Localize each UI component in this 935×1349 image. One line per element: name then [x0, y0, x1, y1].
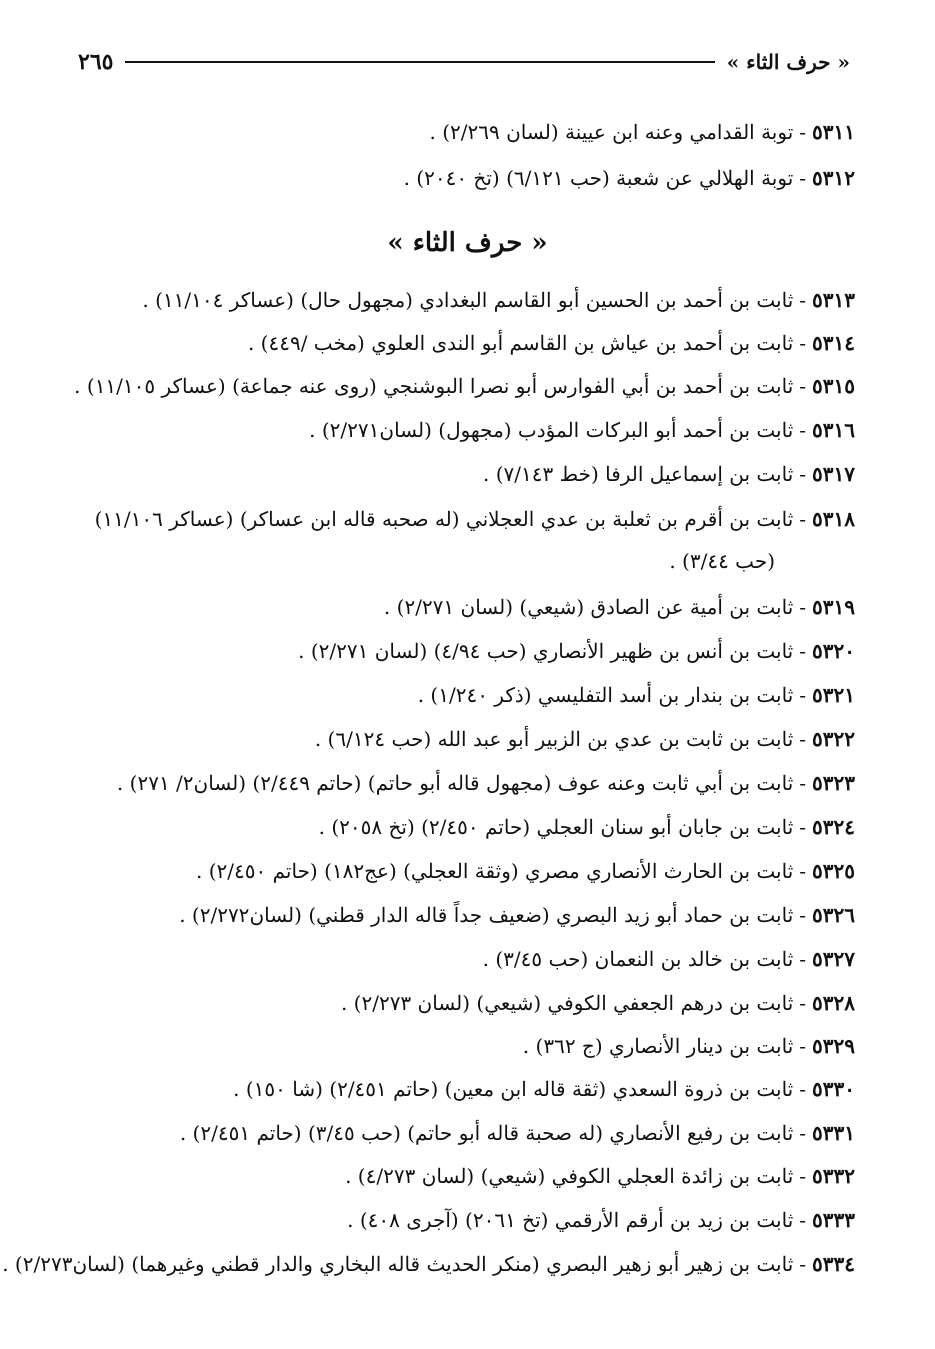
section-heading: « حرف الثاء » — [387, 228, 548, 258]
entry-text: ثابت بن زائدة العجلي الكوفي (شيعي) (لسان ٤/٢٧٣) . — [345, 1164, 794, 1188]
entry-number: ٥٣٢٢ — [812, 727, 855, 751]
entry-text: ثابت بن بندار بن أسد التفليسي (ذكر ١/٢٤٠) . — [417, 683, 794, 707]
entry-number: ٥٣٢٨ — [812, 991, 855, 1015]
entry-number: ٥٣٣٠ — [812, 1077, 855, 1101]
entry-number: ٥٣٢٠ — [812, 639, 855, 663]
entry-5323: ٥٣٢٣-ثابت بن أبي ثابت وعنه عوف (مجهول قاله أبو حاتم) (حاتم ٢/٤٤٩) (لسان٢/ ٢٧١) . — [116, 771, 855, 795]
entry-5319: ٥٣١٩-ثابت بن أمية عن الصادق (شيعي) (لسان ٢/٢٧١) . — [383, 595, 855, 619]
entry-5331: ٥٣٣١-ثابت بن رفيع الأنصاري (له صحبة قاله أبو حاتم) (حب ٣/٤٥) (حاتم ٢/٤٥١) . — [179, 1121, 855, 1145]
entry-text: ثابت بن ثابت بن عدي بن الزبير أبو عبد الله (حب ٦/١٢٤) . — [314, 727, 794, 751]
entry-5317: ٥٣١٧-ثابت بن إسماعيل الرفا (خط ٧/١٤٣) . — [482, 462, 855, 486]
entry-5327: ٥٣٢٧-ثابت بن خالد بن النعمان (حب ٣/٤٥) . — [482, 947, 855, 971]
entry-number: ٥٣١٨ — [812, 507, 855, 531]
entry-text: ثابت بن أحمد بن أبي الفوارس أبو نصرا البوشنجي (روى عنه جماعة) (عساكر ١١/١٠٥) . — [74, 374, 794, 398]
entry-number: ٥٣٢١ — [812, 683, 855, 707]
entry-5320: ٥٣٢٠-ثابت بن أنس بن ظهير الأنصاري (حب ٤/٩٤) (لسان ٢/٢٧١) . — [298, 639, 855, 663]
entry-5313: ٥٣١٣-ثابت بن أحمد بن الحسين أبو القاسم البغدادي (مجهول حال) (عساكر ١١/١٠٤) . — [142, 288, 855, 312]
entry-text: ثابت بن أحمد بن عياش بن القاسم أبو الندى العلوي (مخب /٤٤٩) . — [247, 331, 794, 355]
header-rule — [125, 61, 714, 63]
entry-number: ٥٣١٣ — [812, 288, 855, 312]
entry-number: ٥٣٢٣ — [812, 771, 855, 795]
entry-continuation: (حب ٣/٤٤) . — [669, 549, 775, 573]
entry-text: ثابت بن أحمد أبو البركات المؤدب (مجهول) (لسان٢/٢٧١) . — [309, 418, 794, 442]
entry-number: ٥٣٣٤ — [812, 1252, 855, 1276]
running-title: « حرف الثاء » — [726, 50, 850, 74]
entry-5321: ٥٣٢١-ثابت بن بندار بن أسد التفليسي (ذكر ١/٢٤٠) . — [417, 683, 855, 707]
entry-text: ثابت بن أمية عن الصادق (شيعي) (لسان ٢/٢٧١) . — [383, 595, 794, 619]
entry-number: ٥٣١٢ — [812, 166, 855, 190]
entry-5326: ٥٣٢٦-ثابت بن حماد أبو زيد البصري (ضعيف جداً قاله الدار قطني) (لسان٢/٢٧٢) . — [179, 903, 855, 927]
entry-number: ٥٣١٥ — [812, 374, 855, 398]
entry-text: ثابت بن أقرم بن ثعلبة بن عدي العجلاني (له صحبه قاله ابن عساكر) (عساكر ١١/١٠٦) — [94, 507, 794, 531]
entry-number: ٥٣٢٩ — [812, 1034, 855, 1058]
entry-number: ٥٣١٧ — [812, 462, 855, 486]
entry-text: ثابت بن أبي ثابت وعنه عوف (مجهول قاله أبو حاتم) (حاتم ٢/٤٤٩) (لسان٢/ ٢٧١) . — [116, 771, 794, 795]
entry-text: ثابت بن خالد بن النعمان (حب ٣/٤٥) . — [482, 947, 794, 971]
entry-text: ثابت بن حماد أبو زيد البصري (ضعيف جداً قاله الدار قطني) (لسان٢/٢٧٢) . — [179, 903, 794, 927]
entry-number: ٥٣٣٢ — [812, 1164, 855, 1188]
entry-5314: ٥٣١٤-ثابت بن أحمد بن عياش بن القاسم أبو الندى العلوي (مخب /٤٤٩) . — [247, 331, 855, 355]
entry-text: ثابت بن أحمد بن الحسين أبو القاسم البغدادي (مجهول حال) (عساكر ١١/١٠٤) . — [142, 288, 794, 312]
entry-number: ٥٣١١ — [812, 120, 855, 144]
entry-text: ثابت بن ذروة السعدي (ثقة قاله ابن معين) (حاتم ٢/٤٥١) (شا ١٥٠) . — [233, 1077, 794, 1101]
entry-text: ثابت بن الحارث الأنصاري مصري (وثقة العجلي) (عج١٨٢) (حاتم ٢/٤٥٠) . — [195, 859, 794, 883]
entry-5311: ٥٣١١-توبة القدامي وعنه ابن عيينة (لسان ٢/٢٦٩) . — [429, 120, 855, 144]
entry-text: ثابت بن أنس بن ظهير الأنصاري (حب ٤/٩٤) (لسان ٢/٢٧١) . — [298, 639, 794, 663]
entry-5315: ٥٣١٥-ثابت بن أحمد بن أبي الفوارس أبو نصرا البوشنجي (روى عنه جماعة) (عساكر ١١/١٠٥) . — [74, 374, 855, 398]
entry-text: ثابت بن إسماعيل الرفا (خط ٧/١٤٣) . — [482, 462, 794, 486]
page-number: ٢٦٥ — [78, 49, 114, 75]
entry-5318: ٥٣١٨-ثابت بن أقرم بن ثعلبة بن عدي العجلاني (له صحبه قاله ابن عساكر) (عساكر ١١/١٠٦) (حب ٣/٤٤) . — [94, 507, 855, 573]
running-header — [78, 44, 850, 80]
entry-text: توبة الهلالي عن شعبة (حب ٦/١٢١) (تخ ٢٠٤٠) . — [403, 166, 794, 190]
entry-text: ثابت بن دينار الأنصاري (ج ٣٦٢) . — [522, 1034, 794, 1058]
entry-5312: ٥٣١٢-توبة الهلالي عن شعبة (حب ٦/١٢١) (تخ ٢٠٤٠) . — [403, 166, 855, 190]
entry-text: ثابت بن رفيع الأنصاري (له صحبة قاله أبو حاتم) (حب ٣/٤٥) (حاتم ٢/٤٥١) . — [179, 1121, 794, 1145]
entry-number: ٥٣٢٧ — [812, 947, 855, 971]
entry-5332: ٥٣٣٢-ثابت بن زائدة العجلي الكوفي (شيعي) (لسان ٤/٢٧٣) . — [345, 1164, 855, 1188]
entry-5333: ٥٣٣٣-ثابت بن زيد بن أرقم الأرقمي (تخ ٢٠٦١) (آجرى ٤٠٨) . — [347, 1208, 855, 1232]
entry-5325: ٥٣٢٥-ثابت بن الحارث الأنصاري مصري (وثقة العجلي) (عج١٨٢) (حاتم ٢/٤٥٠) . — [195, 859, 855, 883]
entry-text: ثابت بن زهير أبو زهير البصري (منكر الحديث قاله البخاري والدار قطني وغيرهما) (لسان٢/٢٧٣) . — [2, 1252, 794, 1276]
entry-number: ٥٣٣٣ — [812, 1208, 855, 1232]
entry-5334: ٥٣٣٤-ثابت بن زهير أبو زهير البصري (منكر الحديث قاله البخاري والدار قطني وغيرهما) (لسان٢/٢٧٣) . — [2, 1252, 855, 1276]
entry-number: ٥٣٢٥ — [812, 859, 855, 883]
entry-5329: ٥٣٢٩-ثابت بن دينار الأنصاري (ج ٣٦٢) . — [522, 1034, 855, 1058]
entry-5330: ٥٣٣٠-ثابت بن ذروة السعدي (ثقة قاله ابن معين) (حاتم ٢/٤٥١) (شا ١٥٠) . — [233, 1077, 855, 1101]
entry-number: ٥٣١٩ — [812, 595, 855, 619]
entry-5328: ٥٣٢٨-ثابت بن درهم الجعفي الكوفي (شيعي) (لسان ٢/٢٧٣) . — [340, 991, 855, 1015]
entry-number: ٥٣٢٤ — [812, 815, 855, 839]
entry-5322: ٥٣٢٢-ثابت بن ثابت بن عدي بن الزبير أبو عبد الله (حب ٦/١٢٤) . — [314, 727, 855, 751]
entry-number: ٥٣٢٦ — [812, 903, 855, 927]
entry-number: ٥٣١٦ — [812, 418, 855, 442]
entry-text: ثابت بن جابان أبو سنان العجلي (حاتم ٢/٤٥٠) (تخ ٢٠٥٨) . — [318, 815, 794, 839]
entry-text: ثابت بن زيد بن أرقم الأرقمي (تخ ٢٠٦١) (آجرى ٤٠٨) . — [347, 1208, 794, 1232]
entry-5324: ٥٣٢٤-ثابت بن جابان أبو سنان العجلي (حاتم ٢/٤٥٠) (تخ ٢٠٥٨) . — [318, 815, 855, 839]
entry-text: توبة القدامي وعنه ابن عيينة (لسان ٢/٢٦٩) . — [429, 120, 794, 144]
entry-number: ٥٣١٤ — [812, 331, 855, 355]
entry-5316: ٥٣١٦-ثابت بن أحمد أبو البركات المؤدب (مجهول) (لسان٢/٢٧١) . — [309, 418, 855, 442]
entry-text: ثابت بن درهم الجعفي الكوفي (شيعي) (لسان ٢/٢٧٣) . — [340, 991, 794, 1015]
entry-number: ٥٣٣١ — [812, 1121, 855, 1145]
